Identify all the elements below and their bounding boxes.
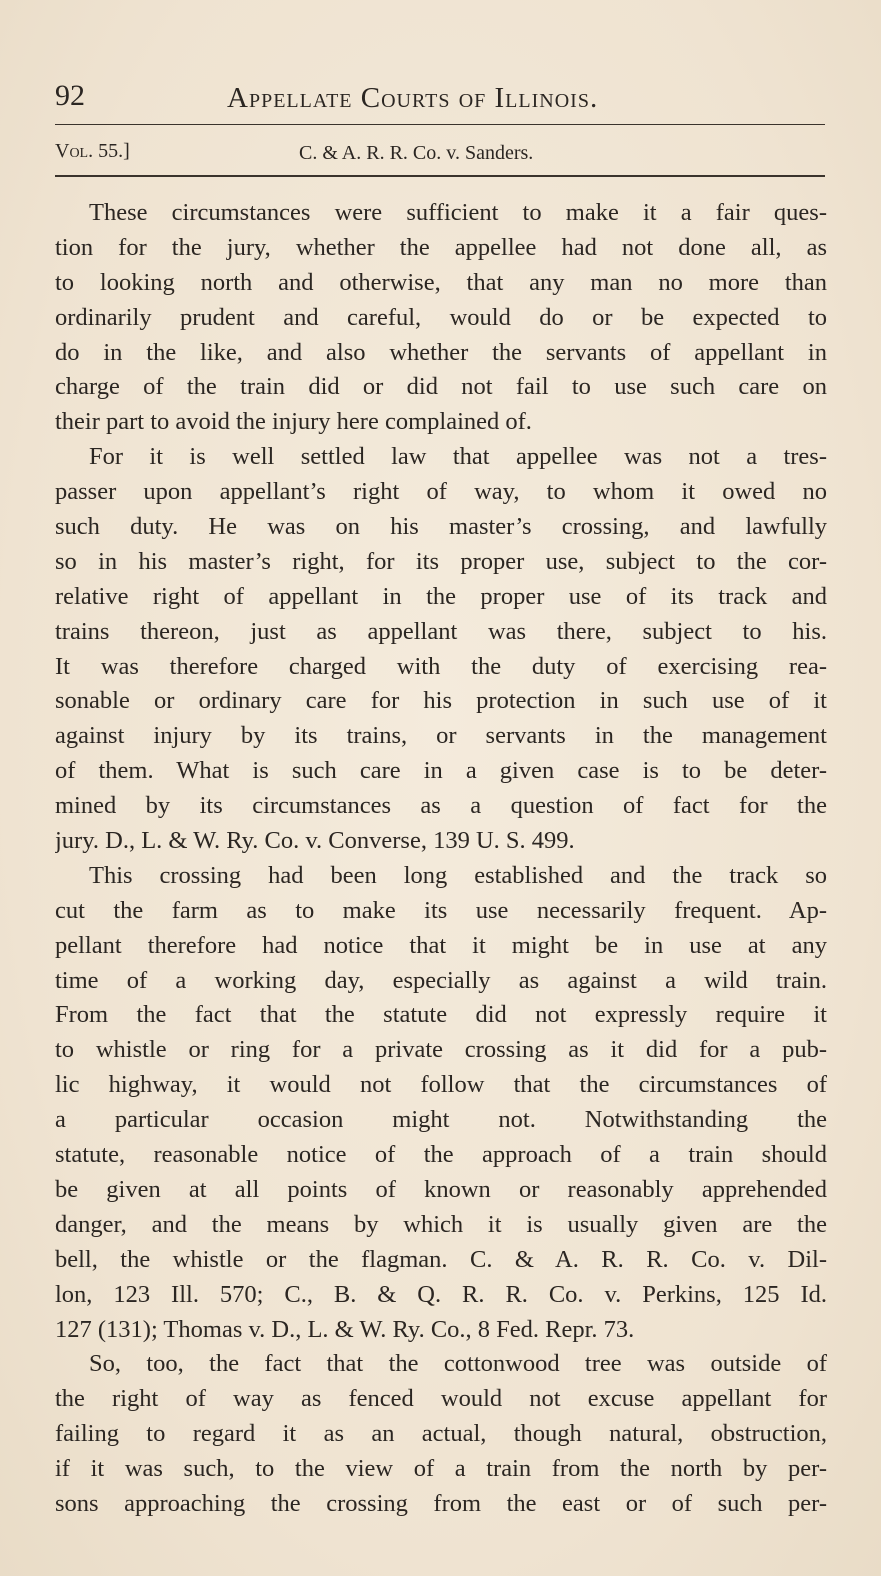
text-line: So, too, the fact that the cottonwood tree was outside of bbox=[89, 1350, 827, 1378]
text-line: sons approaching the crossing from the east or of such per- bbox=[55, 1489, 827, 1517]
text-line: bell, the whistle or the flagman. C. & A. R. R. Co. v. Dil- bbox=[55, 1245, 827, 1273]
text-line: a particular occasion might not. Notwithstanding the bbox=[55, 1106, 827, 1134]
text-line: relative right of appellant in the proper use of its track and bbox=[55, 582, 827, 610]
text-line: cut the farm as to make its use necessarily frequent. Ap- bbox=[55, 896, 827, 924]
text-line: jury. D., L. & W. Ry. Co. v. Converse, 139 U. S. 499. bbox=[55, 827, 575, 855]
text-line: against injury by its trains, or servants in the management bbox=[55, 722, 827, 750]
case-header bbox=[55, 137, 825, 167]
text-line: danger, and the means by which it is usually given are the bbox=[55, 1210, 827, 1238]
text-line: tion for the jury, whether the appellee had not done all, as bbox=[55, 233, 827, 261]
text-line: if it was such, to the view of a train from the north by per- bbox=[55, 1455, 827, 1483]
running-title: Appellate Courts of Illinois. bbox=[227, 82, 599, 114]
text-line: the right of way as fenced would not excuse appellant for bbox=[55, 1385, 827, 1413]
text-line: such duty. He was on his master’s crossing, and lawfully bbox=[55, 513, 827, 541]
text-line: ordinarily prudent and careful, would do or be expected to bbox=[55, 303, 827, 331]
text-line: trains thereon, just as appellant was there, subject to his. bbox=[55, 617, 827, 645]
text-line: It was therefore charged with the duty of exercising rea- bbox=[55, 652, 827, 680]
header-rule bbox=[55, 124, 825, 125]
text-line: These circumstances were sufficient to make it a fair ques- bbox=[89, 199, 827, 226]
text-line: sonable or ordinary care for his protection in such use of it bbox=[55, 687, 827, 715]
text-line: their part to avoid the injury here complained of. bbox=[55, 408, 532, 436]
text-line: From the fact that the statute did not expressly require it bbox=[55, 1001, 827, 1029]
page-number: 92 bbox=[55, 79, 85, 112]
text-line: pellant therefore had notice that it might be in use at any bbox=[55, 931, 827, 959]
text-line: statute, reasonable notice of the approach of a train should bbox=[55, 1141, 827, 1169]
page-header bbox=[55, 78, 835, 118]
text-line: of them. What is such care in a given case is to be deter- bbox=[55, 757, 827, 785]
text-line: lic highway, it would not follow that the circumstances of bbox=[55, 1071, 827, 1099]
text-line: This crossing had been long established and the track so bbox=[89, 861, 827, 889]
text-line: charge of the train did or did not fail to use such care on bbox=[55, 373, 827, 401]
case-title: C. & A. R. R. Co. v. Sanders. bbox=[299, 142, 534, 164]
text-line: mined by its circumstances as a question of fact for the bbox=[55, 792, 827, 820]
text-line: passer upon appellant’s right of way, to whom it owed no bbox=[55, 478, 827, 506]
text-line: 127 (131); Thomas v. D., L. & W. Ry. Co., 8 Fed. Repr. 73. bbox=[55, 1315, 635, 1343]
case-header-rule bbox=[55, 175, 825, 177]
text-line: to whistle or ring for a private crossing as it did for a pub- bbox=[55, 1036, 827, 1064]
text-line: failing to regard it as an actual, though natural, obstruction, bbox=[55, 1420, 827, 1448]
text-line: so in his master’s right, for its proper use, subject to the cor- bbox=[55, 547, 827, 575]
text-line: to looking north and otherwise, that any man no more than bbox=[55, 268, 827, 296]
opinion-text bbox=[55, 196, 827, 1522]
text-line: do in the like, and also whether the servants of appellant in bbox=[55, 338, 827, 366]
volume-label: Vol. 55.] bbox=[55, 140, 130, 162]
text-line: be given at all points of known or reasonably apprehended bbox=[55, 1175, 827, 1203]
text-line: For it is well settled law that appellee was not a tres- bbox=[89, 443, 827, 471]
text-line: time of a working day, especially as against a wild train. bbox=[55, 966, 827, 994]
text-line: lon, 123 Ill. 570; C., B. & Q. R. R. Co. v. Perkins, 125 Id. bbox=[55, 1280, 827, 1308]
